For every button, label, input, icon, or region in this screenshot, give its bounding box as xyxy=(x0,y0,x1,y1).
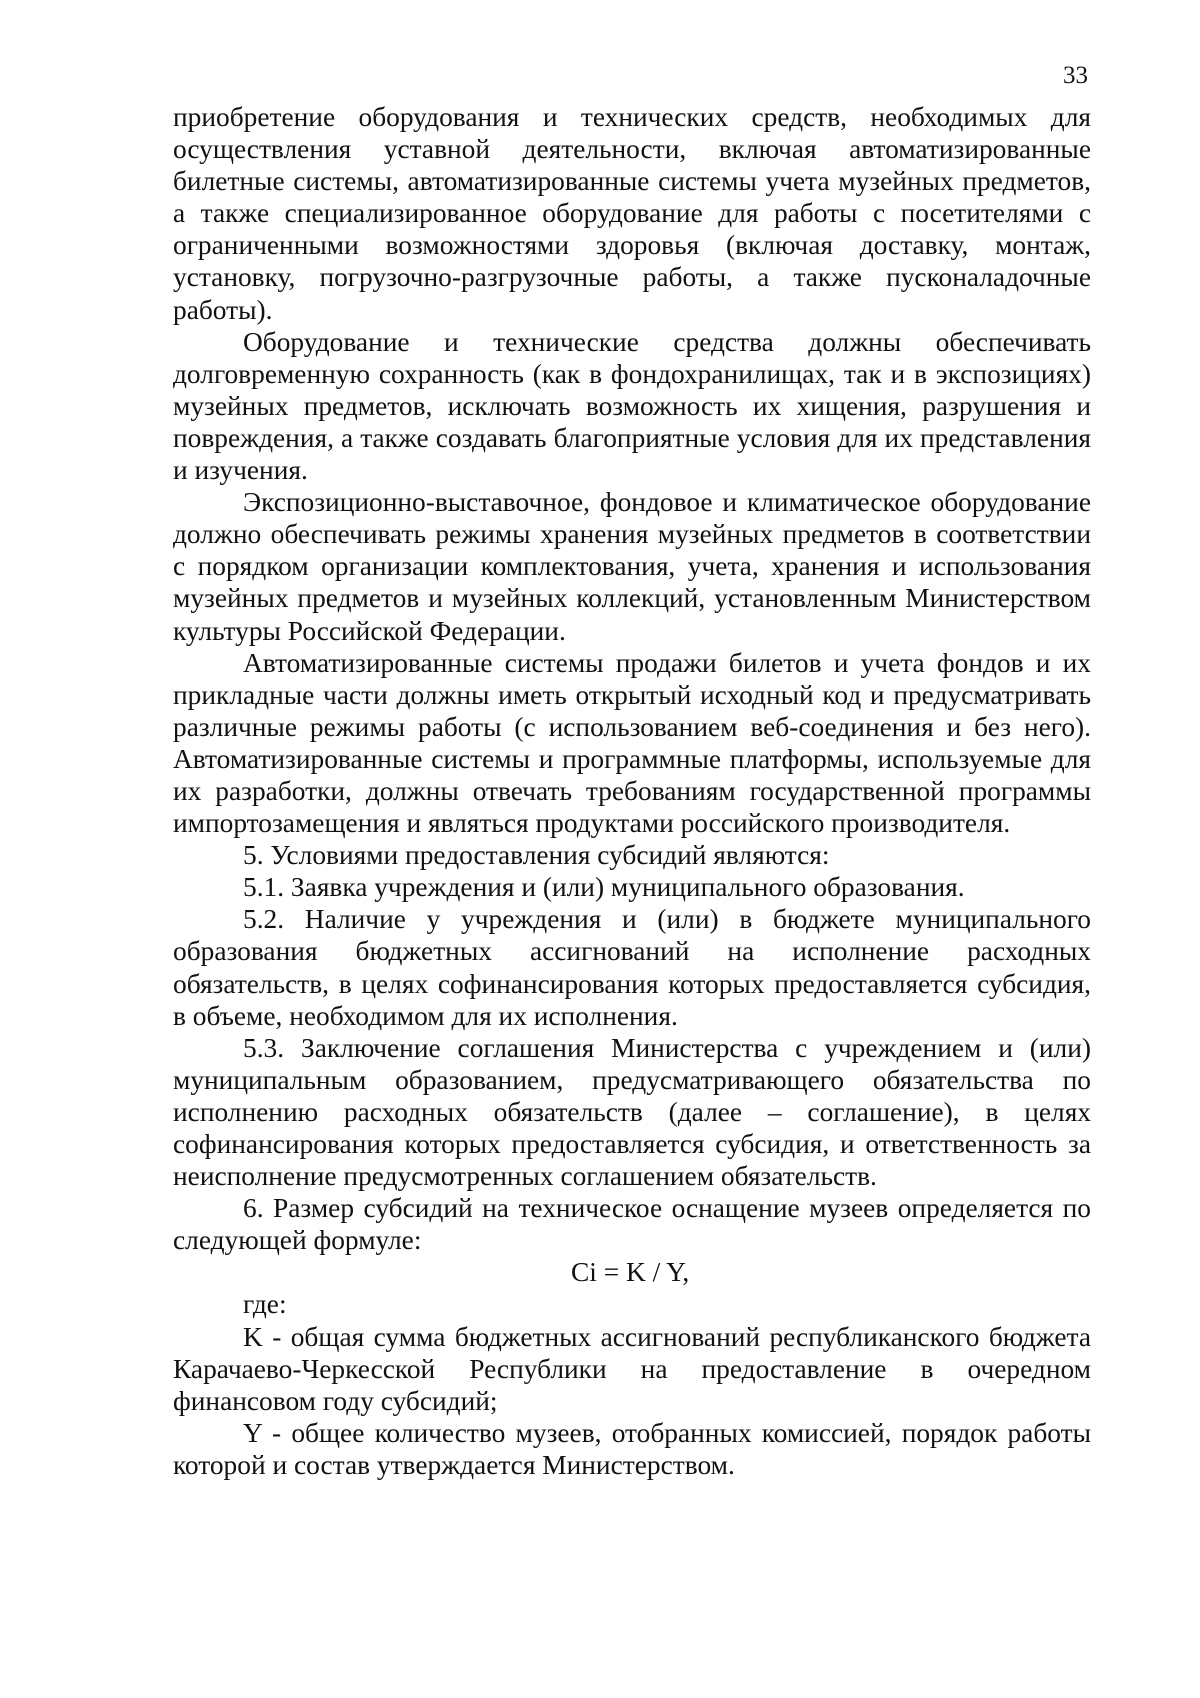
where-label: где: xyxy=(243,1289,287,1320)
paragraph-condition-5-1: 5.1. Заявка учреждения и (или) муниципального образования. xyxy=(243,872,965,903)
paragraph-condition-5-3: 5.3. Заключение соглашения Министерства с учреждением и (или) муниципальным образованием, предусматривающего обязательства по исполнению расходных обязательств (далее – соглашение), в целях софинансирования которых предоставляется субсидия, и ответственность за неисполнение предусмотренных соглашением обязательств. xyxy=(173,1032,1091,1192)
paragraph-exhibition-equipment: Экспозиционно-выставочное, фондовое и климатическое оборудование должно обеспечивать режимы хранения музейных предметов в соответствии с порядком организации комплектования, учета, хранения и использования музейных предметов и музейных коллекций, установленным Министерством культуры Российской Федерации. xyxy=(173,487,1091,646)
definition-y: Y - общее количество музеев, отобранных комиссией, порядок работы которой и состав утверждается Министерством. xyxy=(173,1417,1091,1480)
paragraph-subsidy-size: 6. Размер субсидий на техническое оснащение музеев определяется по следующей формуле: xyxy=(173,1193,1091,1256)
paragraph-equipment-requirements: Оборудование и технические средства должны обеспечивать долговременную сохранность (как в фондохранилищах, так и в экспозициях) музейных предметов, исключать возможность их хищения, разрушения и повреждения, а также создавать благоприятные условия для их представления и изучения. xyxy=(173,326,1091,486)
paragraph-automated-systems: Автоматизированные системы продажи билетов и учета фондов и их прикладные части должны иметь открытый исходный код и предусматривать различные режимы работы (с использованием веб-соединения и без него). Автоматизированные системы и программные платформы, используемые для их разработки, должны отвечать требованиям государственной программы импортозамещения и являться продуктами российского производителя. xyxy=(173,647,1091,839)
paragraph-condition-5-2: 5.2. Наличие у учреждения и (или) в бюджете муниципального образования бюджетных ассигнований на исполнение расходных обязательств, в целях софинансирования которых предоставляется субсидия, в объеме, необходимом для их исполнения. xyxy=(173,904,1091,1031)
page-number: 33 xyxy=(1063,62,1088,89)
paragraph-subsidy-conditions-heading: 5. Условиями предоставления субсидий являются: xyxy=(243,840,830,871)
definition-k: K - общая сумма бюджетных ассигнований республиканского бюджета Карачаево-Черкесской Республики на предоставление в очередном финансовом году субсидий; xyxy=(173,1321,1091,1416)
paragraph-equipment-continuation: приобретение оборудования и технических средств, необходимых для осуществления уставной деятельности, включая автоматизированные билетные системы, автоматизированные системы учета музейных предметов, а также специализированное оборудование для работы с посетителями с ограниченными возможностями здоровья (включая доставку, монтаж, установку, погрузочно-разгрузочные работы, а также пусконаладочные работы). xyxy=(173,102,1091,325)
document-body xyxy=(173,101,1091,1481)
subsidy-formula: Ci = K / Y, xyxy=(571,1257,690,1288)
